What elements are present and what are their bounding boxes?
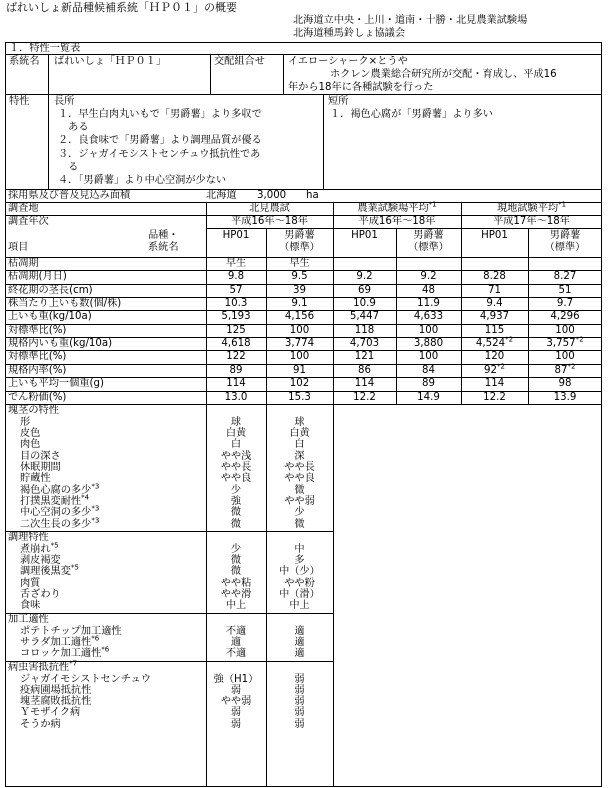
footnote-mark: *3 — [91, 516, 100, 525]
data-cell: 10.9 — [353, 298, 376, 310]
group-cell: 少 — [230, 484, 242, 496]
rule-v — [396, 228, 397, 404]
footnote-mark: *2 — [575, 335, 584, 344]
group-cell: 微 — [230, 507, 242, 519]
group-title: 塊茎の特性 — [8, 404, 59, 416]
section-title: １．特性一覧表 — [9, 43, 81, 54]
data-cell: 89 — [422, 378, 435, 390]
group-cell: やや粉 — [284, 577, 315, 589]
data-cell: 13.0 — [224, 391, 248, 403]
org-line-2: 北海道種馬鈴しょ協議会 — [293, 28, 406, 39]
group-cell: やや弱 — [220, 696, 252, 708]
group-row-label: 肉質 — [20, 577, 41, 589]
data-cell: 9.5 — [291, 271, 308, 283]
rule-v — [206, 202, 207, 404]
row-label: 枯凋期(月日) — [8, 271, 67, 283]
data-cell: 9.2 — [420, 271, 437, 283]
survey-site-label: 調査地 — [8, 203, 39, 214]
group-cell: 球 — [230, 416, 242, 428]
group-cell: 弱 — [294, 673, 305, 685]
data-cell: 39 — [293, 284, 306, 296]
group-cell: 弱 — [230, 684, 242, 696]
data-cell: 4,703 — [349, 338, 380, 350]
data-cell: 14.9 — [417, 391, 440, 403]
footnote-mark: *7 — [69, 659, 78, 668]
merit-label: 長所 — [54, 96, 75, 107]
group-cell: 弱 — [294, 707, 305, 719]
rule-h — [5, 310, 602, 311]
group-row-label: そうか病 — [20, 718, 61, 730]
group-cell: 弱 — [230, 718, 242, 730]
data-cell: 114 — [484, 378, 505, 390]
group-cell: 中上 — [289, 600, 310, 612]
data-cell: 125 — [226, 324, 246, 336]
group-cell: 中（滑） — [279, 589, 320, 601]
data-cell: 57 — [229, 284, 243, 296]
footnote-mark: *2 — [567, 362, 576, 371]
group-row-label: 煮崩れ$^{*5}$ — [20, 541, 59, 555]
data-cell: 3,880 — [413, 338, 444, 350]
data-cell: 51 — [558, 284, 572, 296]
group-cell: 中（少） — [279, 566, 320, 578]
group-row-label: 剥皮褐変 — [20, 555, 61, 567]
merit-item: ３．ジャガイモシストセンチュウ抵抗性であ — [58, 148, 261, 160]
data-cell: 9.7 — [556, 298, 574, 310]
group-cell: やや良 — [220, 473, 252, 485]
cross-parents: イエローシャーク×とうや — [288, 56, 408, 67]
data-cell: 5,447 — [349, 311, 380, 323]
group-row-label: 調理後黒変$^{*5}$ — [20, 564, 79, 578]
rule-h — [5, 613, 333, 614]
data-cell: 9.1 — [291, 298, 308, 310]
row-label: 上いも重(kg/10a) — [8, 311, 92, 323]
merit-item: ４．「男爵薯」より中心空洞が少ない — [58, 175, 227, 186]
data-cell: 9.4 — [486, 298, 503, 310]
rule-v — [461, 202, 462, 404]
footnote-mark: *6 — [101, 645, 110, 654]
merit-item: ある — [58, 122, 89, 134]
variety-hp01: HP01 — [222, 230, 250, 241]
variety-label: 系統名 — [148, 242, 179, 253]
data-cell: 48 — [422, 284, 435, 296]
data-cell: 12.2 — [483, 391, 506, 403]
survey-year-label: 調査年次 — [8, 216, 49, 227]
site-name: 農業試験場平均$^{*1}$ — [357, 200, 437, 214]
line-name-label: 系統名 — [9, 56, 40, 67]
group-row-label: Ｙモザイク病 — [20, 707, 81, 719]
row-label: 規格内いも重(kg/10a) — [8, 338, 113, 350]
footnote-mark: *4 — [81, 493, 90, 502]
group-row-label: 形 — [20, 416, 31, 428]
group-cell: 少 — [294, 507, 305, 519]
rule-h — [5, 284, 602, 285]
group-cell: 白黄 — [225, 428, 247, 440]
data-cell: 100 — [555, 351, 575, 363]
item-label: 項目 — [8, 242, 29, 253]
data-cell: 69 — [358, 284, 371, 296]
row-label: 対標準比(%) — [8, 351, 67, 363]
data-cell: 10.3 — [224, 298, 248, 310]
data-cell: 11.9 — [417, 298, 440, 310]
trait-label: 特性 — [9, 96, 30, 107]
row-label: 終花期の茎長(cm) — [8, 284, 93, 296]
group-cell: やや浅 — [220, 450, 252, 462]
variety-standard: （標準） — [544, 242, 586, 253]
data-cell: 4,524$^{*2}$ — [475, 335, 514, 350]
group-cell: 白黄 — [289, 428, 310, 440]
data-cell: 98 — [558, 378, 572, 390]
group-cell: 不適 — [225, 625, 247, 637]
group-cell: 深 — [294, 450, 305, 462]
group-cell: 強（H1） — [213, 673, 259, 685]
rule-v — [266, 228, 267, 404]
rule-h — [5, 377, 602, 378]
adoption-area: 3,000 — [257, 190, 287, 201]
rule-h — [5, 404, 602, 405]
site-name: 現地試験平均$^{*1}$ — [496, 200, 567, 214]
data-cell: 118 — [354, 324, 375, 336]
group-row-label: 中心空洞の多少$^{*3}$ — [20, 504, 100, 519]
group-cell: 微 — [230, 566, 242, 578]
row-label: 上いも平均一個重(g) — [8, 378, 104, 390]
group-cell: 弱 — [230, 707, 242, 719]
data-cell: 87$^{*2}$ — [554, 362, 576, 376]
data-cell: 84 — [422, 364, 435, 376]
rule-h — [5, 324, 602, 325]
rule-v — [206, 404, 207, 787]
group-cell: やや長 — [284, 462, 315, 474]
variety-danshaku: 男爵薯 — [413, 230, 444, 241]
data-cell: 4,633 — [413, 311, 444, 323]
variety-label: 品種・ — [148, 230, 179, 241]
group-cell: 白 — [230, 439, 242, 451]
group-cell: やや長 — [220, 462, 252, 474]
group-cell: 弱 — [294, 696, 305, 708]
row-label: 対標準比(%) — [8, 324, 67, 336]
data-cell: 早生 — [289, 258, 310, 269]
footnote-mark: *5 — [70, 564, 79, 573]
group-cell: 球 — [294, 416, 305, 428]
data-cell: 114 — [226, 378, 246, 390]
document-title: ばれいしょ新品種候補系統「ＨＰ０１」の概要 — [6, 1, 237, 14]
group-row-label: 貯蔵性 — [20, 473, 51, 485]
data-cell: 3,757$^{*2}$ — [546, 335, 584, 350]
data-cell: 100 — [418, 351, 439, 363]
group-cell: やや良 — [284, 473, 315, 485]
line-name: ばれいしょ「ＨＰ０１」 — [54, 56, 167, 67]
data-cell: 100 — [418, 324, 439, 336]
group-row-label: ジャガイモシストセンチュウ — [20, 673, 152, 685]
data-cell: 8.27 — [553, 271, 577, 283]
row-label: 規格内率(%) — [8, 364, 67, 376]
merit-item: る — [58, 161, 79, 173]
data-cell: 早生 — [225, 258, 247, 269]
data-cell: 71 — [488, 284, 501, 296]
group-cell: 適 — [294, 648, 305, 660]
data-cell: 13.9 — [553, 391, 577, 403]
data-cell: 8.28 — [483, 271, 506, 283]
data-cell: 15.3 — [288, 391, 311, 403]
group-cell: 中 — [294, 543, 305, 555]
data-cell: 114 — [354, 378, 375, 390]
rule-h — [5, 270, 602, 271]
rule-h — [5, 531, 333, 532]
rule-h — [5, 257, 602, 258]
group-cell: 少 — [230, 543, 242, 555]
group-title: 調理特性 — [8, 531, 49, 543]
data-cell: 100 — [555, 324, 575, 336]
footnote-mark: *1 — [558, 200, 567, 209]
merit-item: １．早生白肉丸いもで「男爵薯」より多収で — [58, 109, 262, 120]
group-row-label: 疫病圃場抵抗性 — [20, 684, 92, 696]
group-cell: 不適 — [225, 648, 247, 660]
footnote-mark: *5 — [50, 541, 59, 550]
cross-note-1: ホクレン農業総合研究所が交配・育成し、平成16 — [330, 69, 557, 80]
adoption-label: 採用県及び普及見込み面積 — [8, 190, 131, 201]
group-cell: 適 — [294, 636, 305, 648]
group-row-label: 打撲黒変耐性$^{*4}$ — [20, 493, 90, 507]
data-cell: 12.2 — [353, 391, 376, 403]
adoption-unit: ha — [306, 190, 319, 201]
site-years: 平成16年～18年 — [358, 216, 436, 227]
group-cell: 弱 — [294, 684, 305, 696]
variety-hp01: HP01 — [481, 230, 508, 241]
group-row-label: 皮色 — [20, 428, 41, 440]
data-cell: 4,296 — [550, 311, 580, 323]
adoption-region: 北海道 — [206, 190, 237, 201]
row-label: 枯凋期 — [8, 258, 39, 269]
group-cell: 微 — [230, 555, 242, 567]
site-name: 北見農試 — [249, 203, 290, 214]
group-row-label: 二次生長の多少$^{*3}$ — [20, 516, 100, 530]
demerit-item: １．褐色心腐が「男爵薯」より多い — [330, 109, 493, 120]
data-cell: 9.8 — [227, 271, 245, 283]
footnote-mark: *3 — [91, 504, 100, 513]
group-row-label: 目の深さ — [20, 450, 61, 462]
group-cell: やや弱 — [284, 495, 315, 507]
cross-label: 交配組合せ — [214, 56, 265, 67]
rule-h — [5, 364, 602, 365]
variety-hp01: HP01 — [351, 230, 378, 241]
group-cell: 適 — [230, 636, 242, 648]
group-row-label: コロッケ加工適性$^{*6}$ — [20, 645, 110, 660]
group-row-label: 舌ざわり — [20, 589, 61, 601]
group-cell: 弱 — [294, 718, 305, 730]
row-label: 株当たり上いも数(個/株) — [8, 298, 122, 310]
data-cell: 120 — [484, 351, 505, 363]
data-cell: 4,618 — [221, 338, 251, 350]
group-cell: 微 — [294, 484, 305, 496]
data-cell: 4,937 — [479, 311, 510, 323]
rule-h — [5, 215, 602, 216]
data-cell: 121 — [354, 351, 375, 363]
rule-h — [5, 391, 602, 392]
variety-standard: （標準） — [408, 242, 449, 253]
group-cell: 適 — [294, 625, 305, 637]
rule-v — [266, 404, 267, 787]
data-cell: 115 — [484, 324, 505, 336]
data-cell: 91 — [293, 364, 306, 376]
rule-h — [5, 297, 602, 298]
data-cell: 102 — [289, 378, 310, 390]
data-cell: 122 — [226, 351, 246, 363]
data-cell: 3,774 — [284, 338, 315, 350]
footnote-mark: *1 — [428, 200, 437, 209]
data-cell: 4,156 — [284, 311, 315, 323]
variety-danshaku: 男爵薯 — [284, 230, 315, 241]
group-cell: 強 — [230, 495, 242, 507]
group-row-label: 褐色心腐の多少$^{*3}$ — [20, 482, 100, 496]
data-cell: 100 — [289, 324, 310, 336]
group-cell: やや粘 — [220, 577, 252, 589]
group-row-label: ポテトチップ加工適性 — [20, 625, 122, 637]
rule-v — [333, 202, 334, 404]
group-cell: 微 — [230, 518, 242, 530]
data-cell: 9.2 — [356, 271, 373, 283]
data-cell: 86 — [358, 364, 371, 376]
footnote-mark: *2 — [497, 362, 505, 371]
variety-standard: （標準） — [279, 242, 320, 253]
data-cell: 89 — [229, 364, 243, 376]
data-cell: 100 — [289, 351, 310, 363]
cross-note-2: 年から18年に各種試験を行った — [288, 82, 434, 93]
group-row-label: 肉色 — [20, 439, 41, 451]
group-row-label: 休眠期間 — [20, 462, 61, 474]
group-cell: 中上 — [225, 600, 247, 612]
org-line-1: 北海道立中央・上川・道南・十勝・北見農業試験場 — [293, 15, 528, 26]
demerit-label: 短所 — [328, 96, 349, 107]
rule-h — [5, 350, 602, 351]
footnote-mark: *2 — [505, 335, 514, 344]
group-cell: やや滑 — [220, 589, 252, 601]
site-years: 平成17年～18年 — [493, 216, 570, 227]
group-row-label: サラダ加工適性$^{*6}$ — [20, 634, 100, 648]
site-years: 平成16年～18年 — [231, 216, 308, 227]
data-cell: 5,193 — [221, 311, 251, 323]
data-cell: 92$^{*2}$ — [484, 362, 505, 376]
row-label: でん粉価(%) — [8, 391, 67, 403]
group-title: 病虫害抵抗性$^{*7}$ — [8, 659, 78, 673]
rule-v — [528, 228, 529, 404]
rule-h — [5, 337, 602, 338]
group-title: 加工適性 — [8, 613, 49, 625]
group-cell: 微 — [294, 518, 305, 530]
footnote-mark: *6 — [91, 634, 100, 643]
merit-item: ２．良食味で「男爵薯」より調理品質が優る — [58, 135, 262, 147]
group-row-label: 食味 — [20, 600, 41, 612]
rule-h — [5, 661, 333, 662]
group-row-label: 塊茎腐敗抵抗性 — [20, 696, 92, 708]
footnote-mark: *3 — [91, 482, 100, 491]
group-cell: 多 — [294, 555, 305, 567]
rule-v — [333, 404, 334, 787]
variety-danshaku: 男爵薯 — [549, 230, 581, 241]
group-cell: 白 — [294, 439, 305, 451]
